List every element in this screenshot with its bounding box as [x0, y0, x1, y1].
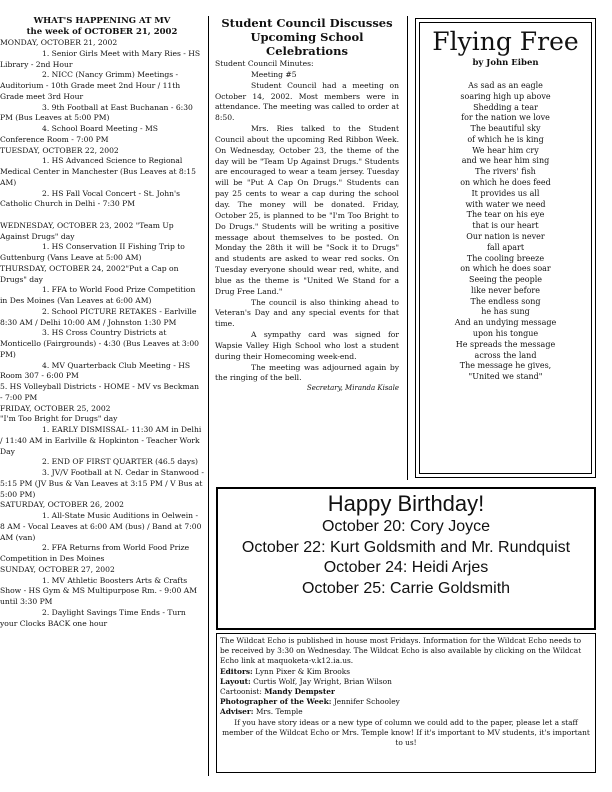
poem-title: Flying Free [432, 27, 579, 56]
poem-line: on which he does feed [460, 178, 551, 188]
photographer-label: Photographer of the Week: [220, 697, 332, 707]
publication-intro: The Wildcat Echo is published in house most Fridays. Information for the Wildcat Echo needs to be received by 3:30 on Wednesday. The Wildcat Echo is also available by clicking on the Wildcat Echo link at maquoketa-v.k12.ia.us. [220, 636, 582, 666]
poem-box [415, 18, 596, 478]
event-line: FRIDAY, OCTOBER 25, 2002 [0, 403, 111, 413]
events-list [0, 38, 204, 629]
event-line: 5. HS Volleyball Districts - HOME - MV vs Beckman - 7:00 PM [0, 382, 200, 402]
poem-line: He spreads the message [455, 339, 556, 349]
birthday-title: Happy Birthday! [327, 491, 485, 516]
council-paragraph: A sympathy card was signed for Wapsie Valley High School who lost a student during their Homecoming week-end. [215, 330, 399, 361]
event-line: THURSDAY, OCTOBER 24, 2002"Put a Cap on Drugs" day [0, 263, 179, 284]
adviser-label: Adviser: [220, 707, 254, 717]
birthday-entry: October 24: Heidi Arjes [323, 559, 489, 576]
poem-line: The message he gives, [459, 361, 552, 371]
poem-line: Shedding a tear [473, 102, 538, 112]
council-label: Student Council Minutes: [215, 59, 314, 68]
column-divider-left [208, 16, 209, 776]
event-line: 1. EARLY DISMISSAL- 11:30 AM in Delhi / 11:40 AM in Earlville & Hopkinton - Teacher Work Day [0, 425, 202, 456]
event-line: 2. END OF FIRST QUARTER (46.5 days) [42, 457, 198, 467]
council-signature: Secretary, Miranda Kisale [306, 384, 399, 393]
events-column [0, 16, 204, 629]
poem-line: "United we stand" [468, 372, 543, 382]
events-title: WHAT'S HAPPENING AT MV [33, 16, 171, 26]
poem-line: upon his tongue [472, 328, 539, 338]
poem-line: We hear him cry [472, 145, 539, 155]
poem-line: that is our heart [472, 221, 539, 231]
event-line: TUESDAY, OCTOBER 22, 2002 [0, 145, 119, 155]
council-headline: Student Council Discusses Upcoming School Celebrations [221, 16, 393, 58]
adviser-line [220, 707, 592, 717]
event-line: 1. FFA to World Food Prize Competition in Des Moines (Van Leaves at 6:00 AM) [0, 285, 196, 305]
event-line: 2. FFA Returns from World Food Prize Competition in Des Moines [0, 543, 190, 563]
editors-label: Editors: [220, 666, 253, 676]
events-spacer [0, 210, 204, 221]
poem-author: by John Eiben [472, 58, 539, 68]
poem-line: The cooling breeze [466, 253, 545, 263]
poem-line: for the nation we love [461, 113, 550, 123]
photographer-line [220, 697, 592, 707]
event-line: 1. Senior Girls Meet with Mary Ries - HS Library - 2nd Hour [0, 48, 201, 69]
event-line: 2. NICC (Nancy Grimm) Meetings - Auditorium - 10th Grade meet 2nd Hour / 11th Grade meet 3rd Hour [0, 70, 181, 101]
event-line: 3. JV/V Football at N. Cedar in Stanwood - 5:15 PM (JV Bus & Van Leaves at 3:15 PM / V Bus at 5:00 PM) [0, 468, 204, 499]
birthday-box [216, 487, 596, 630]
editors-value: Lynn Pixer & Kim Brooks [255, 666, 350, 676]
event-line: 4. School Board Meeting - MS Conference Room - 7:00 PM [0, 124, 158, 144]
poem-inner-frame [419, 22, 592, 474]
event-line: 3. 9th Football at East Buchanan - 6:30 PM (Bus Leaves at 5:00 PM) [0, 102, 193, 123]
poem-line: The rivers' fish [475, 167, 536, 177]
event-line: 2. HS Fall Vocal Concert - St. John's Catholic Church in Delhi - 7:30 PM [0, 188, 180, 209]
column-divider-right [407, 16, 408, 480]
event-line: MONDAY, OCTOBER 21, 2002 [0, 38, 118, 47]
poem-line: he has sung [481, 307, 530, 317]
council-paragraph: Mrs. Ries talked to the Student Council about the upcoming Red Ribbon Week. On Wednesday, October 23, the theme of the day will be "Team Up Against Drugs." Students are encouraged to wear a team jersey. Tuesday will be "Put A Cap On Drugs." Students can pay 25 cents to wear a cap during the school day. The money will be donated. Friday, October 25, is planned to be "I'm Too Bright to Do Drugs." Students will be writing a positive message about themselves to be posted. On Monday the 28th it will be "Sock it to Drugs" and students are asked to wear red socks. On Tuesday everyone should wear red, white, and blue as the theme is "United We Stand for a Drug Free Land." [215, 124, 399, 296]
council-paragraph: The council is also thinking ahead to Veteran's Day and any special events for that time. [215, 297, 399, 329]
cartoonist-value: Mandy Dempster [264, 687, 335, 697]
event-line: 1. HS Advanced Science to Regional Medical Center in Manchester (Bus Leaves at 8:15 AM) [0, 156, 196, 187]
poem-line: The beautiful sky [470, 124, 541, 134]
cartoonist-line [220, 687, 592, 697]
closing-note: If you have story ideas or a new type of column we could add to the paper, please let a staff member of the Wildcat Echo or Mrs. Temple know! If it's important to MV students, it's important to us! [222, 717, 590, 748]
event-line: 2. School PICTURE RETAKES - Earlville 8:30 AM / Delhi 10:00 AM / Johnston 1:30 PM [0, 306, 197, 327]
council-meeting-number: Meeting #5 [251, 69, 297, 79]
event-line: 1. HS Conservation II Fishing Trip to Guttenburg (Vans Leave at 5:00 AM) [0, 242, 185, 262]
adviser-value: Mrs. Temple [255, 707, 303, 717]
poem-line: Seeing the people [468, 275, 543, 285]
council-paragraph: Student Council had a meeting on October 14, 2002. Most members were in attendance. The meeting was called to order at 8:50. [215, 80, 399, 123]
event-line: WEDNESDAY, OCTOBER 23, 2002 "Team Up Against Drugs" day [0, 220, 174, 241]
events-subtitle: the week of OCTOBER 21, 2002 [26, 27, 178, 37]
staff-info-box [216, 633, 596, 773]
council-paragraph: The meeting was adjourned again by the ringing of the bell. [215, 362, 399, 383]
council-article [215, 16, 399, 393]
cartoonist-label: Cartoonist: [220, 687, 262, 697]
poem-line: of which he is king [467, 134, 544, 144]
event-line: 4. MV Quarterback Club Meeting - HS Room 307 - 6:00 PM [0, 360, 191, 381]
poem-line: The tear on his eye [466, 210, 545, 220]
event-line: 3. HS Cross Country Districts at Monticello (Fairgrounds) - 4:30 (Bus Leaves at 3:00 PM) [0, 328, 199, 359]
event-line: 1. All-State Music Auditions in Oelwein - 8 AM - Vocal Leaves at 6:00 AM (bus) / Band at 7:00 AM (van) [0, 511, 202, 542]
editors-line [220, 667, 592, 677]
layout-line [220, 677, 592, 687]
birthday-entry: October 22: Kurt Goldsmith and Mr. Rundquist [241, 538, 571, 556]
birthday-entry: October 25: Carrie Goldsmith [301, 579, 511, 597]
event-line: "I'm Too Bright for Drugs" day [0, 414, 118, 424]
layout-label: Layout: [220, 676, 251, 686]
birthday-entry: October 20: Cory Joyce [321, 518, 491, 535]
event-line: SUNDAY, OCTOBER 27, 2002 [0, 564, 115, 574]
event-line: 1. MV Athletic Boosters Arts & Crafts Show - HS Gym & MS Multipurpose Rm. - 9:00 AM until 3:30 PM [0, 575, 197, 606]
event-line: 2. Daylight Savings Time Ends - Turn your Clocks BACK one hour [0, 607, 186, 628]
poem-line: like never before [471, 285, 540, 295]
poem-line: And an undying message [454, 318, 557, 328]
poem-line: Our nation is never [466, 231, 545, 241]
poem-line: across the land [474, 350, 537, 360]
poem-line: fall apart [486, 242, 525, 252]
poem-line: soaring high up above [460, 91, 551, 101]
poem-body [420, 81, 591, 383]
photographer-value: Jennifer Schooley [333, 697, 400, 707]
layout-value: Curtis Wolf, Jay Wright, Brian Wilson [253, 676, 392, 686]
poem-line: with water we need [465, 199, 546, 209]
poem-line: It provides us all [471, 188, 540, 198]
poem-line: and we hear him sing [461, 156, 550, 166]
poem-line: on which he does soar [460, 264, 551, 274]
poem-line: As sad as an eagle [468, 81, 543, 90]
event-line: SATURDAY, OCTOBER 26, 2002 [0, 500, 124, 510]
poem-line: The endless song [470, 296, 541, 306]
